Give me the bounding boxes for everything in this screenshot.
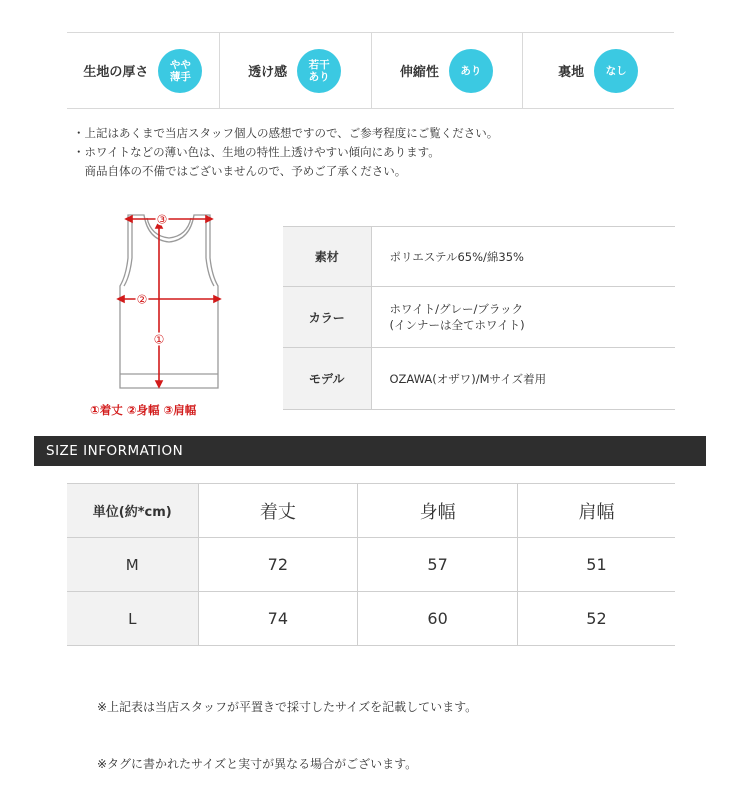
feature-badge: なし <box>594 49 638 93</box>
feature-lining <box>522 33 674 108</box>
feature-label: 伸縮性 <box>399 65 439 80</box>
spec-value-note: (インナーは全てホワイト) <box>389 318 525 332</box>
size-table-header <box>67 484 675 538</box>
footnotes <box>97 660 477 793</box>
size-cell: 60 <box>358 592 518 646</box>
feature-transparency <box>219 33 371 108</box>
fabric-feature-strip <box>67 32 674 109</box>
notes <box>73 124 498 181</box>
column-header: 着丈 <box>198 484 358 538</box>
footnote-line: ※タグに書かれたサイズと実寸が異なる場合がございます。 <box>97 757 418 771</box>
size-cell: 51 <box>517 538 675 592</box>
shoulder-marker: ③ <box>156 212 168 227</box>
spec-key: モデル <box>283 348 371 410</box>
size-label: L <box>67 592 198 646</box>
note-line: ・ホワイトなどの薄い色は、生地の特性上透けやすい傾向にあります。 <box>73 145 440 159</box>
feature-label: 透け感 <box>248 65 288 80</box>
feature-badge: あり <box>449 49 493 93</box>
tank-top-outline <box>120 212 218 388</box>
spec-row <box>283 227 675 287</box>
spec-value: ホワイト/グレー/ブラック <box>389 302 524 316</box>
spec-key: 素材 <box>283 227 371 287</box>
length-marker: ① <box>153 332 165 347</box>
spec-value-cell <box>371 287 675 348</box>
size-row <box>67 538 675 592</box>
feature-badge: やや 薄手 <box>158 49 202 93</box>
spec-row <box>283 348 675 410</box>
note-line: 商品自体の不備ではございませんので、予めご了承ください。 <box>73 164 407 178</box>
size-cell: 52 <box>517 592 675 646</box>
spec-table <box>283 226 675 410</box>
column-header: 身幅 <box>358 484 518 538</box>
size-information-header: SIZE INFORMATION <box>34 436 706 466</box>
size-cell: 74 <box>198 592 358 646</box>
feature-label: 裏地 <box>558 65 585 80</box>
spec-value: OZAWA(オザワ)/Mサイズ着用 <box>371 348 675 410</box>
feature-thickness <box>67 33 219 108</box>
diagram-legend: ①着丈 ②身幅 ③肩幅 <box>90 403 197 417</box>
size-label: M <box>67 538 198 592</box>
column-header: 肩幅 <box>517 484 675 538</box>
feature-stretch <box>371 33 523 108</box>
size-cell: 57 <box>358 538 518 592</box>
size-row <box>67 592 675 646</box>
feature-label: 生地の厚さ <box>83 65 149 80</box>
size-cell: 72 <box>198 538 358 592</box>
tank-top-diagram <box>104 206 234 401</box>
spec-value: ポリエステル65%/綿35% <box>371 227 675 287</box>
note-line: ・上記はあくまで当店スタッフ個人の感想ですので、ご参考程度にご覧ください。 <box>73 126 499 140</box>
body-width-marker: ② <box>136 292 148 307</box>
spec-key: カラー <box>283 287 371 348</box>
unit-header: 単位(約*cm) <box>67 484 198 538</box>
size-table <box>67 483 675 646</box>
spec-row <box>283 287 675 348</box>
footnote-line: ※上記表は当店スタッフが平置きで採寸したサイズを記載しています。 <box>97 700 478 714</box>
feature-badge: 若干 あり <box>297 49 341 93</box>
